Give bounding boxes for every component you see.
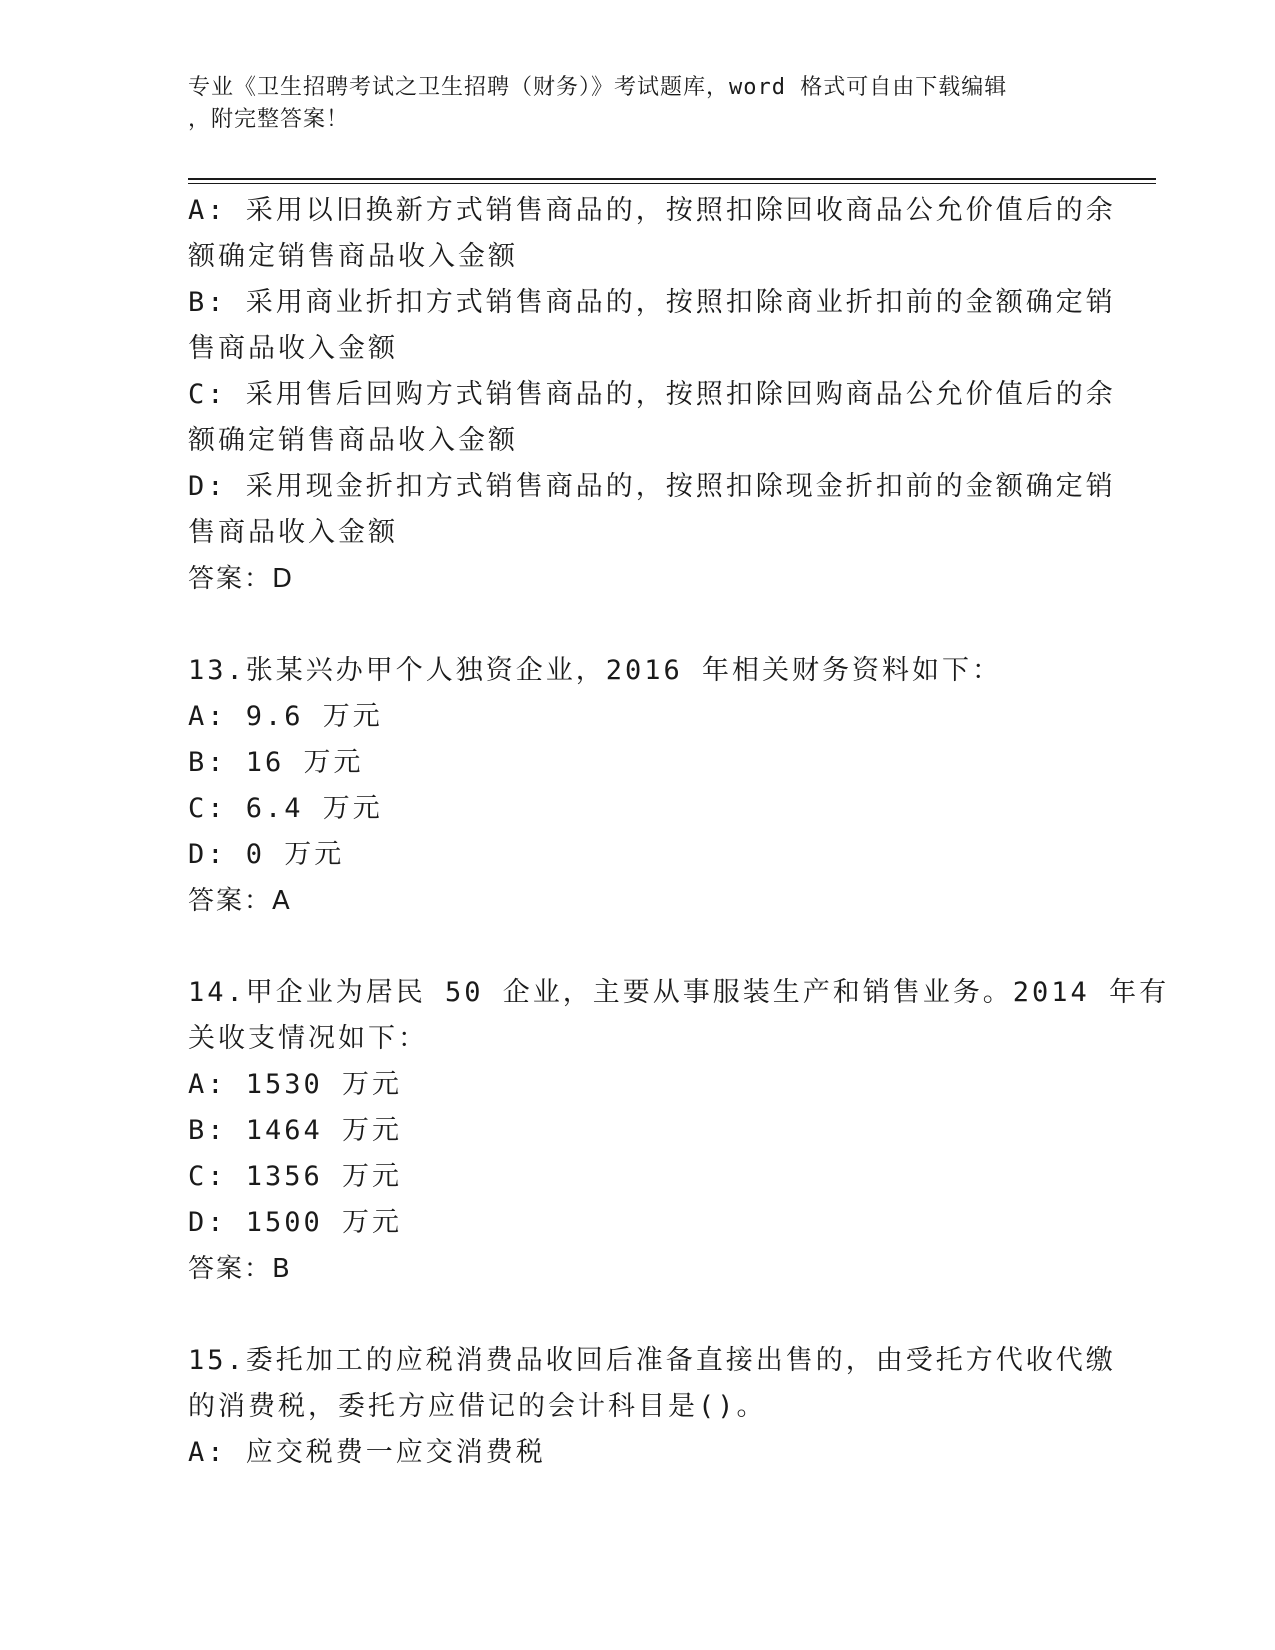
option-d-line-2: 售商品收入金额: [188, 517, 398, 548]
option-c-line-2: 额确定销售商品收入金额: [188, 425, 518, 456]
option-b: B: 1464 万元: [188, 1115, 403, 1146]
document-header: [188, 72, 1068, 136]
option-d: D: 0 万元: [188, 839, 345, 870]
option-a: [188, 188, 1116, 280]
option-d: D: 1500 万元: [188, 1207, 403, 1238]
option-d-line-1: D: 采用现金折扣方式销售商品的，按照扣除现金折扣前的金额确定销: [188, 471, 1116, 502]
spacer: [188, 924, 1088, 970]
question-13: [188, 648, 1088, 924]
answer-label: 答案：D: [188, 564, 295, 594]
option-b: B: 16 万元: [188, 747, 364, 778]
option-c: C: 6.4 万元: [188, 793, 383, 824]
question-text-line-1: 15.委托加工的应税消费品收回后准备直接出售的，由受托方代收代缴: [188, 1345, 1116, 1376]
header-divider-thin: [188, 183, 1156, 184]
spacer: [188, 1292, 1088, 1338]
option-a-line-1: A: 采用以旧换新方式销售商品的，按照扣除回收商品公允价值后的余: [188, 195, 1116, 226]
header-divider-thick: [188, 178, 1156, 180]
option-b-line-2: 售商品收入金额: [188, 333, 398, 364]
question-text-line-2: 关收支情况如下：: [188, 1023, 428, 1054]
answer-label: 答案：A: [188, 886, 292, 916]
option-b-line-1: B: 采用商业折扣方式销售商品的，按照扣除商业折扣前的金额确定销: [188, 287, 1116, 318]
question-text-line-1: 14.甲企业为居民 50 企业，主要从事服装生产和销售业务。2014 年有: [188, 977, 1170, 1008]
option-c-line-1: C: 采用售后回购方式销售商品的，按照扣除回购商品公允价值后的余: [188, 379, 1116, 410]
option-a: A: 1530 万元: [188, 1069, 403, 1100]
option-c: C: 1356 万元: [188, 1161, 403, 1192]
option-a: A: 应交税费一应交消费税: [188, 1437, 546, 1468]
option-d: [188, 464, 1116, 556]
option-c: [188, 372, 1116, 464]
answer-label: 答案：B: [188, 1254, 292, 1284]
header-line-1: 专业《卫生招聘考试之卫生招聘（财务）》考试题库，word 格式可自由下载编辑: [188, 75, 1008, 100]
option-a-line-2: 额确定销售商品收入金额: [188, 241, 518, 272]
document-body: [188, 188, 1170, 1476]
question-14: [188, 970, 1170, 1292]
option-b: [188, 280, 1116, 372]
header-line-2: ，附完整答案！: [188, 107, 350, 132]
option-a: A: 9.6 万元: [188, 701, 383, 732]
question-text-line-2: 的消费税，委托方应借记的会计科目是()。: [188, 1391, 767, 1422]
spacer: [188, 602, 1088, 648]
question-text: 13.张某兴办甲个人独资企业，2016 年相关财务资料如下：: [188, 655, 1003, 686]
question-15: [188, 1338, 1116, 1476]
question-12: [188, 188, 1116, 602]
